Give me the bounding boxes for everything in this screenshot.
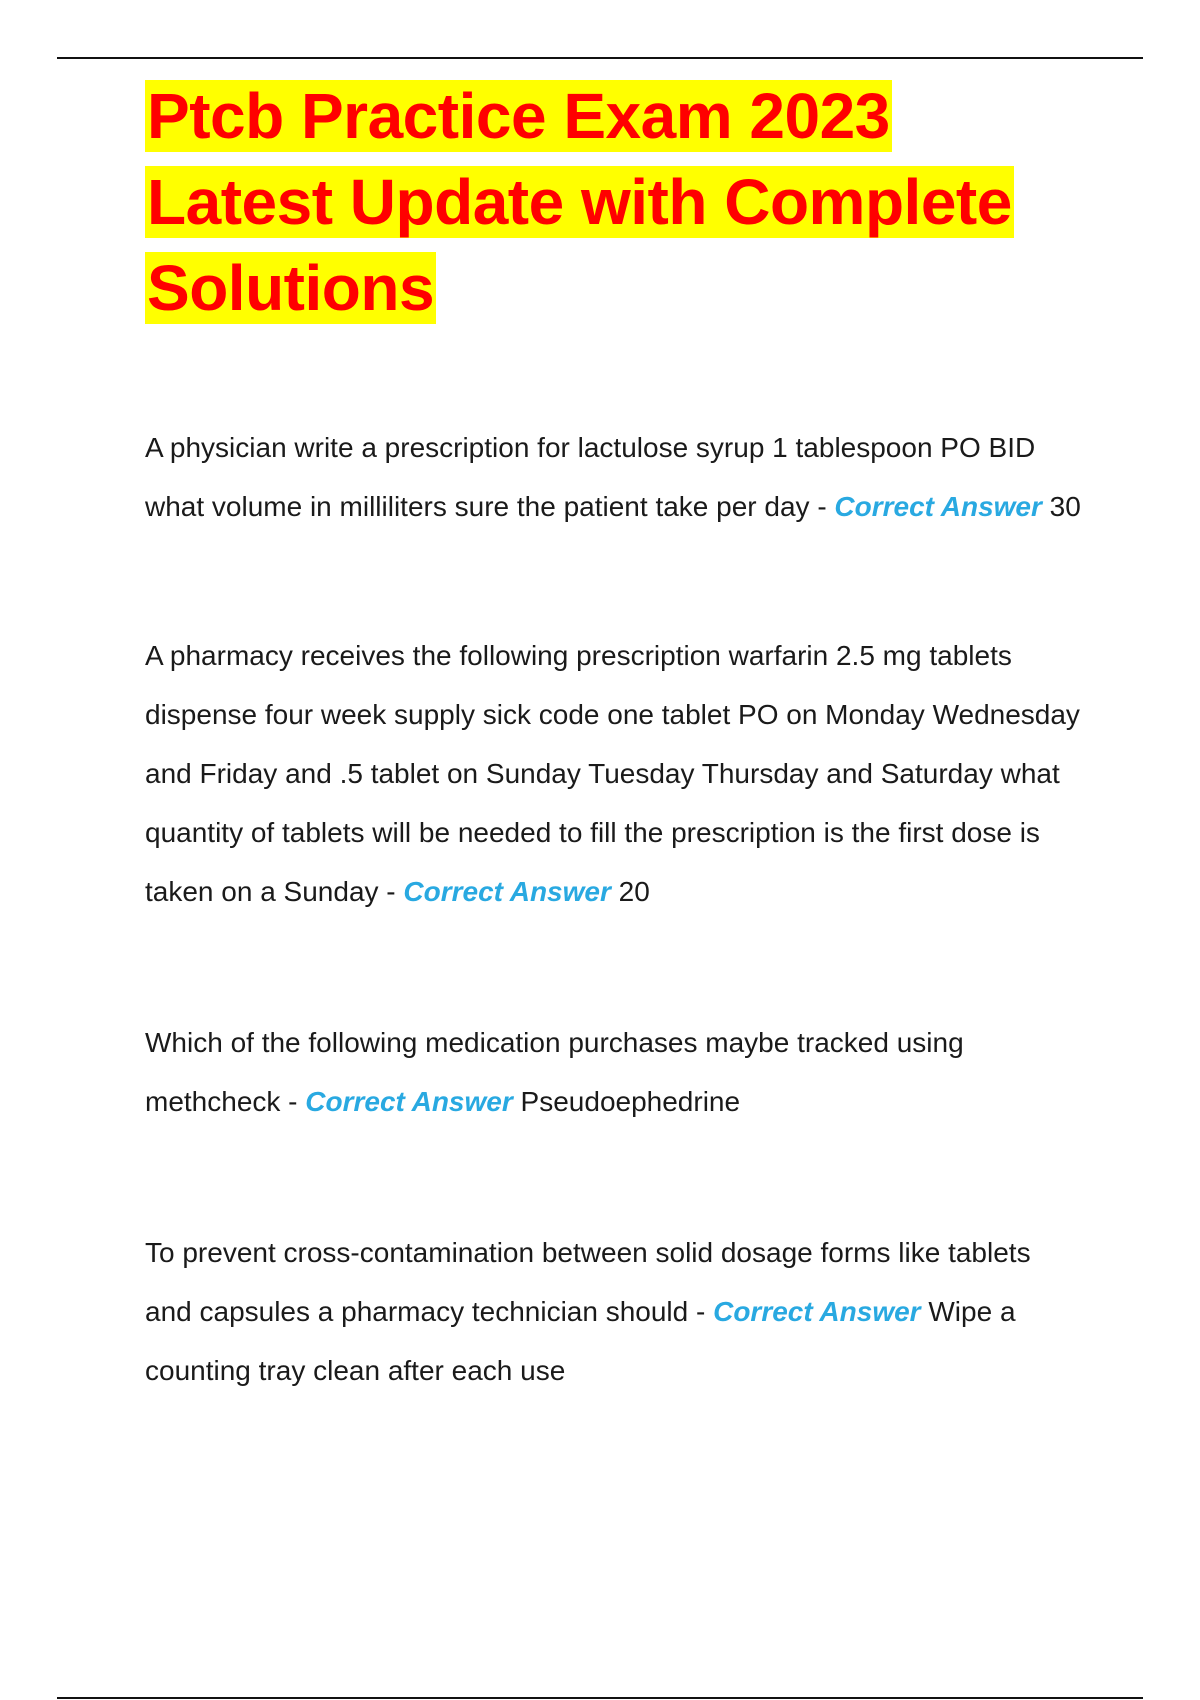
answer-text: 20 [610,876,650,907]
qa-item-1 [145,418,1085,536]
qa-item-2 [145,626,1085,921]
document-title [145,73,1085,331]
correct-answer-label: Correct Answer [834,491,1042,522]
answer-text: Wipe a counting tray clean after each use [145,1296,1016,1386]
document-body [145,73,1085,1400]
title-highlight: Ptcb Practice Exam 2023 Latest Update with Complete Solutions [147,80,1012,324]
question-text: To prevent cross-contamination between solid dosage forms like tablets and capsules a pharmacy technician should - [145,1237,1031,1327]
correct-answer-label: Correct Answer [713,1296,921,1327]
correct-answer-label: Correct Answer [305,1086,513,1117]
bottom-rule [57,1697,1143,1699]
answer-text: Pseudoephedrine [512,1086,741,1117]
answer-text: 30 [1041,491,1081,522]
question-text: A physician write a prescription for lactulose syrup 1 tablespoon PO BID what volume in milliliters sure the patient take per day - [145,432,1036,522]
top-rule [57,57,1143,59]
question-text: Which of the following medication purchases maybe tracked using methcheck - [145,1027,964,1117]
correct-answer-label: Correct Answer [403,876,611,907]
qa-item-4 [145,1223,1085,1400]
question-text: A pharmacy receives the following prescription warfarin 2.5 mg tablets dispense four week supply sick code one tablet PO on Monday Wednesday and Friday and .5 tablet on Sunday Tuesday Thursday and Saturday what quantity of tablets will be needed to fill the prescription is the first dose is taken on a Sunday - [145,640,1080,907]
qa-item-3 [145,1013,1085,1131]
